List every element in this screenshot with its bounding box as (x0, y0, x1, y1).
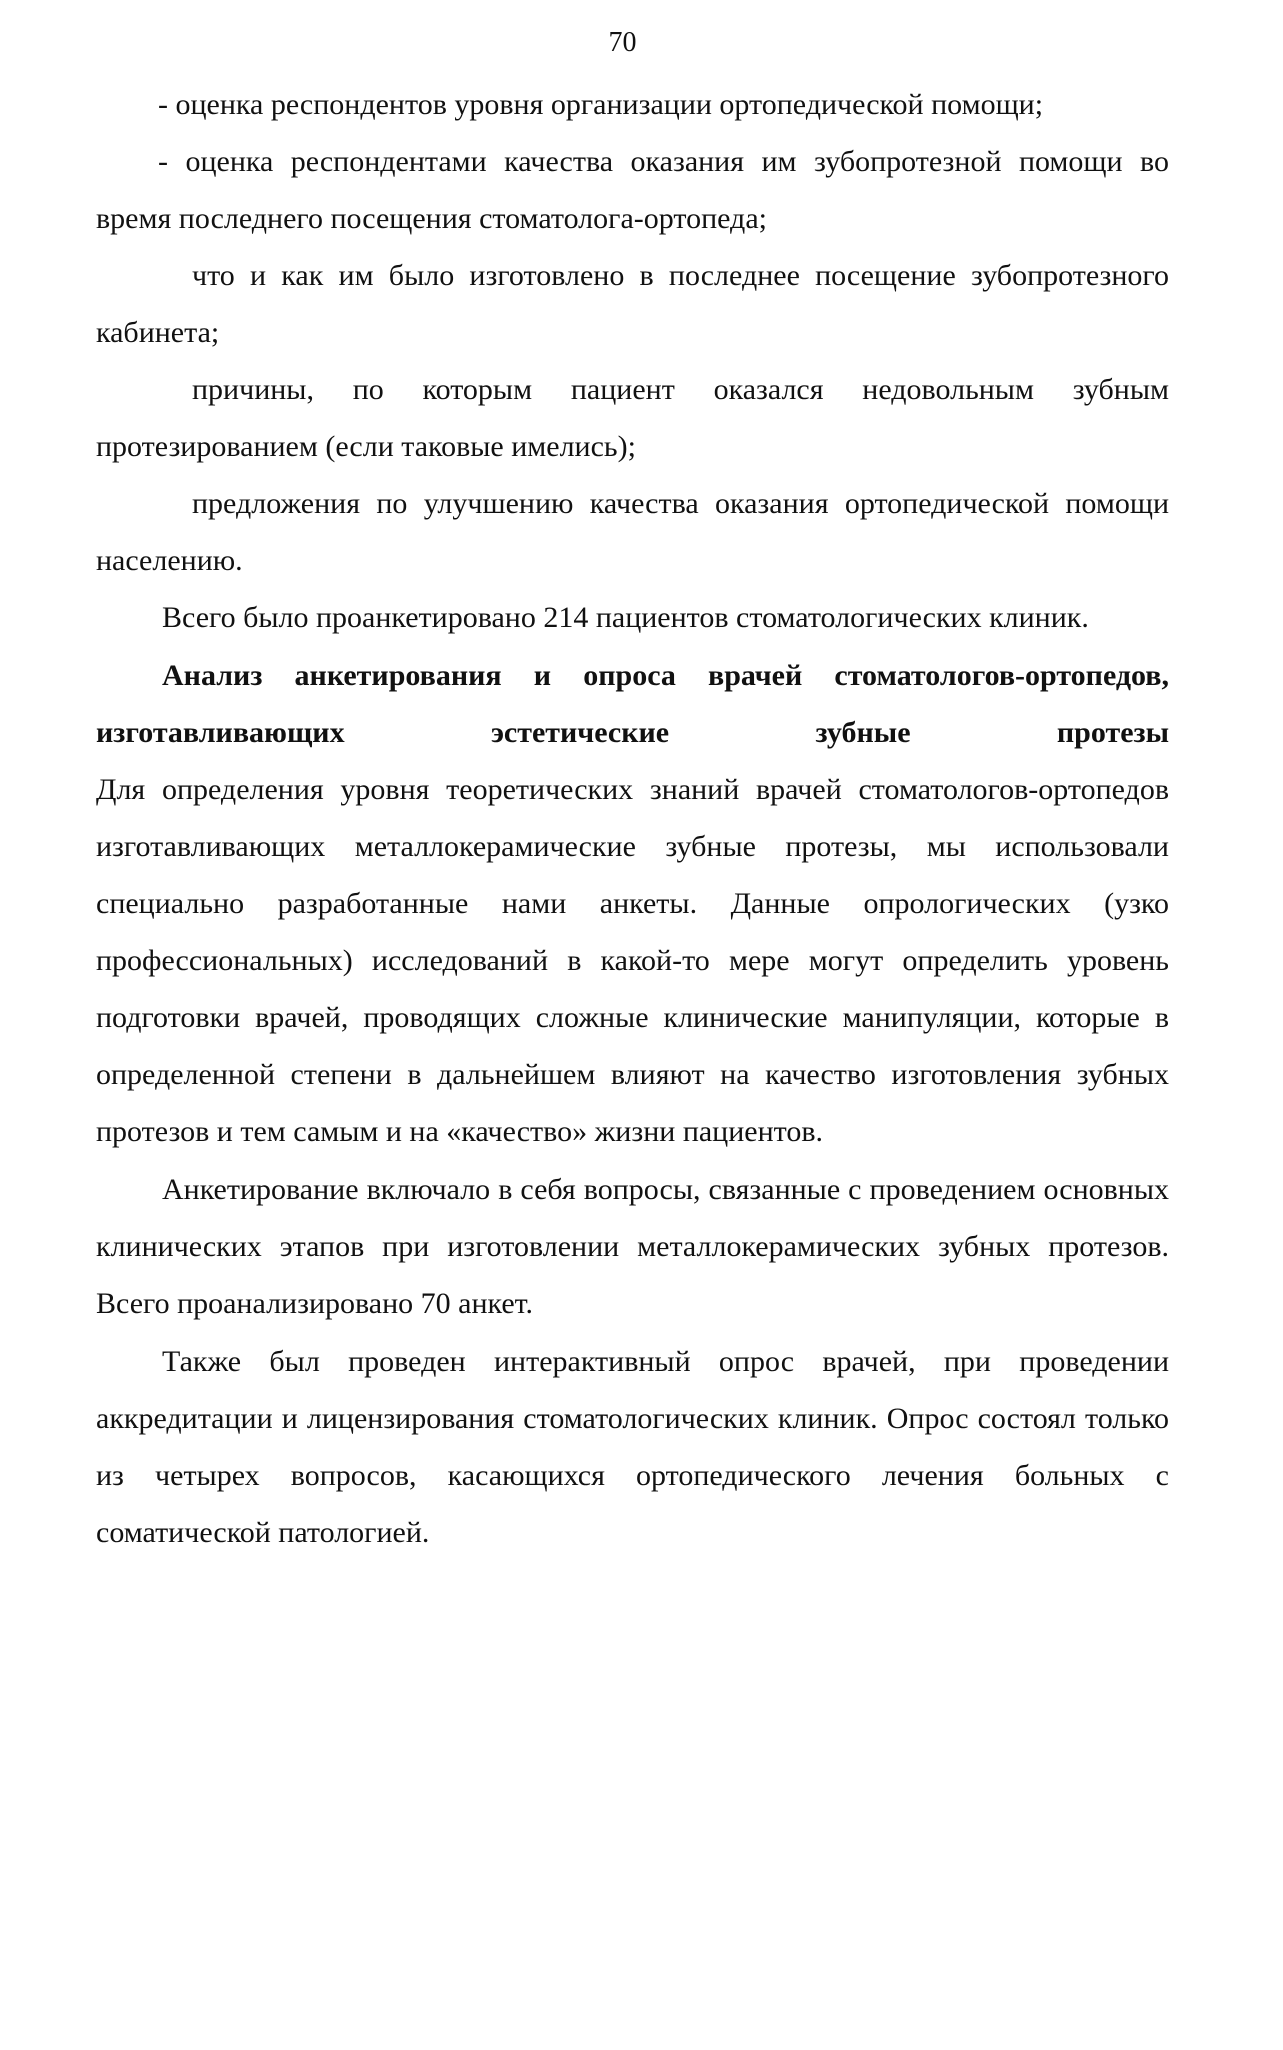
paragraph-survey-contents: Анкетирование включало в себя вопросы, связанные с проведением основных клинических этапов при изготовлении металлокерамических зубных протезов. Всего проанализировано 70 анкет. (96, 1173, 1169, 1320)
list-item-dissatisfaction-reasons: причины, по которым пациент оказался недовольным зубным протезированием (если таковые имелись); (96, 373, 1169, 463)
paragraph-patients-total: Всего было проанкетировано 214 пациентов стоматологических клиник. (162, 601, 1089, 634)
section-heading-line-1: Анализ анкетирования и опроса врачей стоматологов-ортопедов, (162, 659, 1169, 692)
list-item-what-was-made: что и как им было изготовлено в последнее посещение зубопротезного кабинета; (96, 259, 1169, 349)
page-number: 70 (608, 27, 637, 58)
list-item-improvement-suggestions: предложения по улучшению качества оказания ортопедической помощи населению. (96, 487, 1169, 577)
document-body (96, 76, 1169, 1561)
list-item-organization-assessment: - оценка респондентов уровня организации ортопедической помощи; (158, 88, 1044, 121)
paragraph-interactive-survey: Также был проведен интерактивный опрос врачей, при проведении аккредитации и лицензирования стоматологических клиник. Опрос состоял только из четырех вопросов, касающихся ортопедического лечения больных с соматической патологией. (96, 1345, 1169, 1549)
paragraph-theoretical-knowledge: Для определения уровня теоретических знаний врачей стоматологов-ортопедов изготавливающих металлокерамические зубные протезы, мы использовали специально разработанные нами анкеты. Данные опрологических (узко профессиональных) исследований в какой-то мере могут определить уровень подготовки врачей, проводящих сложные клинические манипуляции, которые в определенной степени в дальнейшем влияют на качество изготовления зубных протезов и тем самым и на «качество» жизни пациентов. (96, 773, 1169, 1148)
list-item-quality-assessment: - оценка респондентами качества оказания им зубопротезной помощи во время последнего посещения стоматолога-ортопеда; (96, 145, 1169, 235)
section-heading-line-2: изготавливающих эстетические зубные протезы (96, 716, 1169, 749)
